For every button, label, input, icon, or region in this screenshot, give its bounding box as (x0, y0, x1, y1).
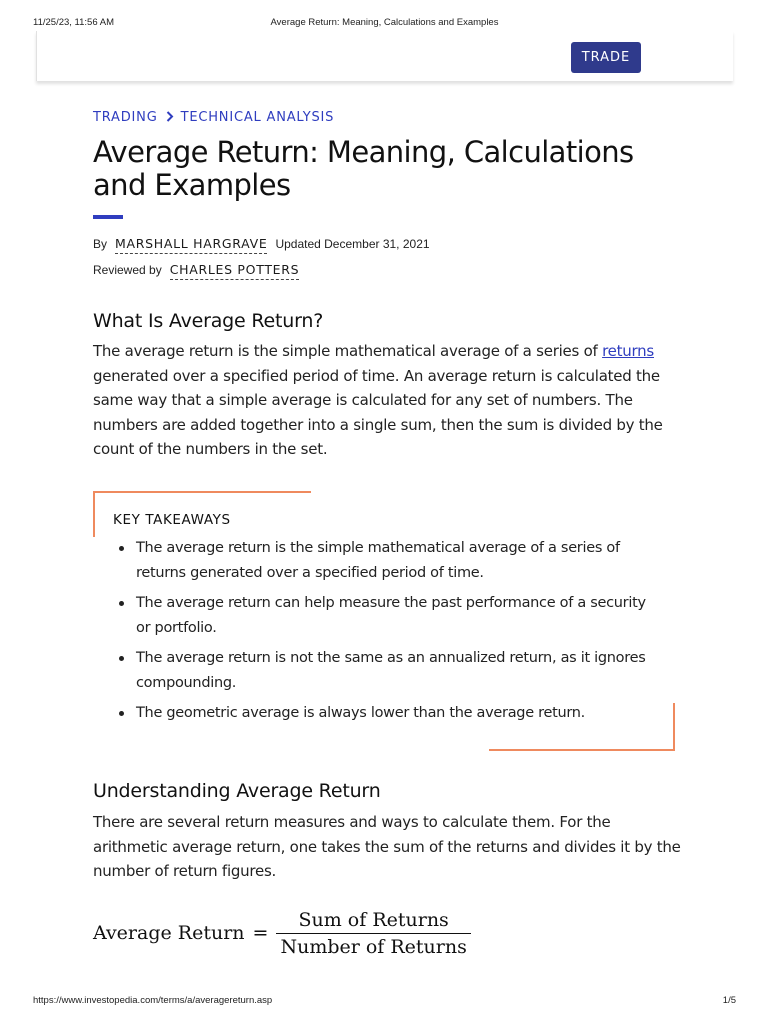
trade-button[interactable]: TRADE (571, 42, 641, 73)
formula-fraction (276, 909, 470, 958)
reviewed-by-label: Reviewed by (93, 263, 162, 277)
understanding-paragraph: There are several return measures and ways to calculate them. For the arithmetic average return, one takes the sum of the returns and divides it by the number of return figures. (93, 813, 681, 881)
average-return-formula (93, 905, 471, 961)
formula-equals: = (252, 922, 269, 944)
breadcrumb (93, 110, 334, 125)
formula-numerator: Sum of Returns (298, 908, 449, 931)
breadcrumb-item-technical-analysis[interactable]: TECHNICAL ANALYSIS (180, 110, 335, 125)
formula-lhs: Average Return (93, 922, 245, 944)
list-item: The average return can help measure the past performance of a security or portfolio. (113, 591, 653, 641)
page-title: Average Return: Meaning, Calculations and Examples (93, 135, 634, 202)
chevron-right-icon (166, 111, 174, 125)
site-header (36, 31, 733, 81)
section-heading-understanding: Understanding Average Return (93, 780, 381, 802)
key-takeaways-border-left (93, 491, 95, 537)
key-takeaways-border-right (673, 703, 675, 751)
title-underline (93, 215, 123, 219)
intro-text-end: generated over a specified period of time. An average return is calculated the same way that a simple average is calculated for any set of numbers. The numbers are added together into a single sum, then the sum is divided by the count of the numbers in the set. (93, 366, 663, 459)
key-takeaways-heading: KEY TAKEAWAYS (113, 512, 231, 528)
by-label: By (93, 237, 108, 251)
list-item: The geometric average is always lower than the average return. (113, 701, 653, 726)
print-footer (33, 995, 736, 1007)
breadcrumb-item-trading[interactable]: TRADING (93, 110, 158, 125)
formula-denominator: Number of Returns (280, 935, 467, 958)
list-item: The average return is the simple mathematical average of a series of returns generated over a specified period of time. (113, 536, 653, 586)
reviewer-link[interactable]: CHARLES POTTERS (170, 262, 300, 280)
page-number: 1/5 (722, 995, 736, 1006)
author-byline (93, 236, 430, 254)
print-page-title: Average Return: Meaning, Calculations and Examples (270, 17, 499, 28)
key-takeaways-box (93, 491, 675, 751)
print-header (33, 17, 736, 31)
print-datetime: 11/25/23, 11:56 AM (33, 17, 114, 28)
updated-date: Updated December 31, 2021 (275, 237, 430, 251)
key-takeaways-list (113, 536, 653, 731)
key-takeaways-border-bottom (489, 749, 675, 751)
section-heading-what-is: What Is Average Return? (93, 310, 324, 332)
reviewer-byline (93, 262, 299, 280)
intro-text-start: The average return is the simple mathematical average of a series of (93, 342, 603, 360)
print-url: https://www.investopedia.com/terms/a/averagereturn.asp (33, 995, 273, 1006)
key-takeaways-border-top (93, 491, 311, 493)
author-link[interactable]: MARSHALL HARGRAVE (115, 236, 267, 254)
list-item: The average return is not the same as an annualized return, as it ignores compounding. (113, 646, 653, 696)
intro-paragraph (93, 339, 683, 462)
returns-link[interactable]: returns (602, 342, 654, 360)
